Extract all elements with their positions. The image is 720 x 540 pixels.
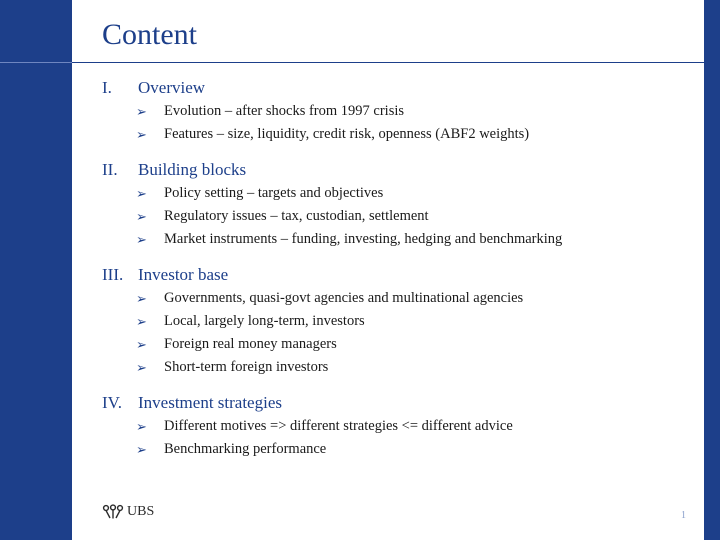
- slide-title: Content: [102, 18, 197, 51]
- list-item: [102, 356, 692, 379]
- list-item: [102, 123, 692, 146]
- section-heading: [102, 158, 692, 182]
- title-rule-left: [0, 62, 72, 63]
- section-investment-strategies: [102, 391, 692, 461]
- section-overview: [102, 76, 692, 146]
- section-building-blocks: [102, 158, 692, 251]
- arrow-bullet-icon: ➢: [136, 336, 147, 352]
- bullet-text: Benchmarking performance: [164, 441, 327, 457]
- arrow-bullet-icon: ➢: [136, 418, 147, 434]
- ubs-logo: [102, 504, 154, 520]
- arrow-bullet-icon: ➢: [136, 359, 147, 375]
- arrow-bullet-icon: ➢: [136, 231, 147, 247]
- arrow-bullet-icon: ➢: [136, 126, 147, 142]
- list-item: [102, 438, 692, 461]
- section-title: Investment strategies: [138, 393, 282, 412]
- section-title: Investor base: [138, 265, 229, 284]
- bullet-list: [102, 182, 692, 251]
- list-item: [102, 310, 692, 333]
- three-keys-icon: [102, 504, 124, 520]
- list-item: [102, 228, 692, 251]
- bullet-text: Foreign real money managers: [164, 336, 337, 352]
- section-heading: [102, 391, 692, 415]
- section-investor-base: [102, 263, 692, 379]
- list-item: [102, 100, 692, 123]
- bullet-list: [102, 287, 692, 379]
- bullet-text: Short-term foreign investors: [164, 359, 329, 375]
- arrow-bullet-icon: ➢: [136, 185, 147, 201]
- section-title: Overview: [138, 78, 206, 97]
- bullet-list: [102, 100, 692, 146]
- list-item: [102, 287, 692, 310]
- bullet-text: Regulatory issues – tax, custodian, settlement: [164, 208, 429, 224]
- arrow-bullet-icon: ➢: [136, 103, 147, 119]
- list-item: [102, 182, 692, 205]
- bullet-text: Policy setting – targets and objectives: [164, 185, 384, 201]
- section-numeral: II.: [102, 160, 118, 179]
- list-item: [102, 415, 692, 438]
- page-number: 1: [681, 510, 686, 521]
- arrow-bullet-icon: ➢: [136, 208, 147, 224]
- bullet-text: Market instruments – funding, investing, hedging and benchmarking: [164, 231, 563, 247]
- title-rule: [72, 62, 704, 63]
- arrow-bullet-icon: ➢: [136, 290, 147, 306]
- section-numeral: IV.: [102, 393, 122, 412]
- right-accent-bar: [704, 0, 720, 540]
- bullet-text: Features – size, liquidity, credit risk, openness (ABF2 weights): [164, 126, 530, 142]
- section-numeral: I.: [102, 78, 112, 97]
- list-item: [102, 205, 692, 228]
- section-numeral: III.: [102, 265, 124, 284]
- bullet-text: Evolution – after shocks from 1997 crisis: [164, 103, 405, 119]
- logo-text: UBS: [127, 504, 155, 519]
- section-title: Building blocks: [138, 160, 247, 179]
- arrow-bullet-icon: ➢: [136, 441, 147, 457]
- bullet-text: Local, largely long-term, investors: [164, 313, 365, 329]
- list-item: [102, 333, 692, 356]
- section-heading: [102, 76, 692, 100]
- arrow-bullet-icon: ➢: [136, 313, 147, 329]
- section-heading: [102, 263, 692, 287]
- left-accent-bar: [0, 0, 72, 540]
- bullet-text: Different motives => different strategies <= different advice: [164, 418, 513, 434]
- bullet-list: [102, 415, 692, 461]
- bullet-text: Governments, quasi-govt agencies and multinational agencies: [164, 290, 524, 306]
- content-list: [102, 76, 692, 473]
